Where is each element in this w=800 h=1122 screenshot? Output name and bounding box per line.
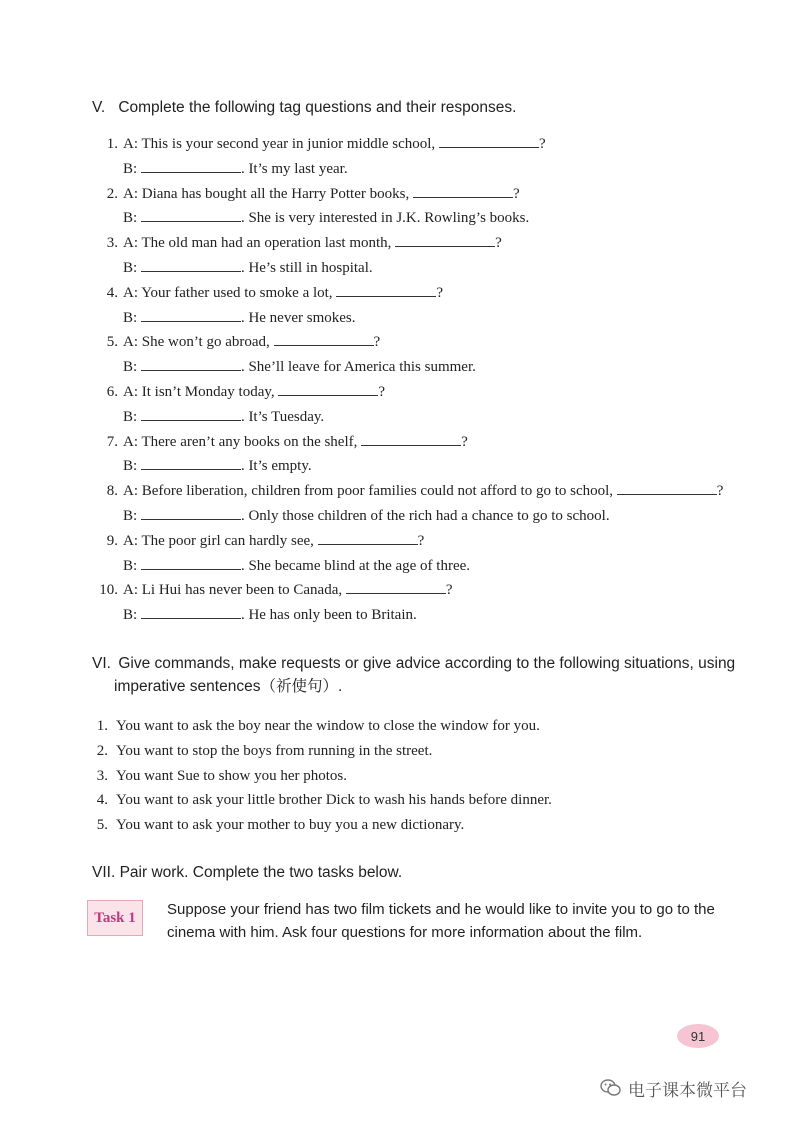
question-mark: ?	[378, 384, 386, 400]
question-a-text: A: This is your second year in junior middle school,	[123, 136, 436, 152]
situation-text: You want Sue to show you her photos.	[116, 767, 347, 784]
response-label: B:	[123, 607, 138, 624]
question-mark: ?	[538, 136, 546, 152]
section-vii-title: Pair work. Complete the two tasks below.	[119, 864, 403, 881]
section-v-title: Complete the following tag questions and their responses.	[118, 99, 517, 116]
section-v-heading	[92, 96, 516, 119]
question-b-line	[123, 605, 417, 625]
situation-text: You want to ask your mother to buy you a new dictionary.	[116, 817, 465, 834]
response-blank[interactable]	[141, 407, 241, 421]
question-mark: ?	[716, 483, 724, 500]
response-label: B:	[123, 260, 138, 276]
answer-blank[interactable]	[318, 531, 418, 545]
question-number: 6.	[106, 384, 118, 400]
response-label: B:	[123, 160, 138, 177]
section-vi-number: VI.	[92, 655, 111, 672]
question-a-text: A: Your father used to smoke a lot,	[123, 284, 333, 301]
answer-blank[interactable]	[361, 432, 461, 446]
question-b-line	[123, 357, 476, 377]
answer-blank[interactable]	[274, 332, 374, 346]
question-b-line	[123, 208, 529, 228]
question-mark: ?	[495, 235, 502, 252]
situation-number: 3.	[96, 767, 108, 784]
question-b-line	[123, 258, 373, 278]
situation-number: 1.	[96, 718, 108, 734]
question-mark: ?	[445, 582, 453, 599]
question-mark: ?	[373, 334, 381, 351]
response-text: . He never smokes.	[240, 309, 356, 326]
question-a-line	[123, 332, 380, 352]
response-text: . Only those children of the rich had a chance to go to school.	[240, 508, 610, 524]
task-1-label: Task 1	[87, 900, 143, 936]
question-a-line	[123, 134, 546, 154]
question-number: 9.	[106, 532, 118, 549]
section-vi-title-line1: Give commands, make requests or give advice according to the following situations, using	[118, 655, 736, 672]
response-text: . It’s Tuesday.	[240, 408, 325, 425]
page-number-badge: 91	[677, 1024, 719, 1048]
question-a-line	[123, 233, 502, 253]
response-blank[interactable]	[141, 159, 241, 173]
response-text: . She’ll leave for America this summer.	[240, 359, 476, 376]
answer-blank[interactable]	[336, 283, 436, 297]
section-vi-title-line2: imperative sentences（祈使句）.	[114, 678, 343, 695]
question-a-text: A: She won’t go abroad,	[123, 334, 270, 351]
response-text: . He’s still in hospital.	[240, 260, 373, 276]
question-a-line	[123, 580, 453, 600]
question-a-line	[123, 432, 468, 452]
question-number: 8.	[106, 483, 118, 500]
question-a-line	[123, 283, 443, 303]
situation-text: You want to ask your little brother Dick to wash his hands before dinner.	[116, 792, 552, 809]
question-mark: ?	[461, 433, 468, 450]
section-vi-heading	[92, 652, 735, 698]
situation-number: 4.	[96, 792, 108, 809]
situation-number: 5.	[96, 817, 108, 834]
response-label: B:	[123, 309, 138, 326]
situation-number: 2.	[96, 742, 108, 759]
question-a-text: A: The poor girl can hardly see,	[123, 532, 314, 549]
question-number: 7.	[106, 433, 118, 450]
question-a-line	[123, 481, 723, 501]
section-vii-number: VII.	[92, 864, 116, 881]
task-1-text: Suppose your friend has two film tickets and he would like to invite you to go to the cinema with him. Ask four questions for more information about the film.	[167, 901, 715, 941]
response-blank[interactable]	[141, 357, 241, 371]
question-a-line	[123, 184, 520, 204]
section-vii-heading	[92, 861, 402, 884]
answer-blank[interactable]	[413, 184, 513, 198]
question-a-text: A: Diana has bought all the Harry Potter books,	[123, 185, 410, 202]
response-blank[interactable]	[141, 556, 241, 570]
question-a-line	[123, 531, 424, 551]
question-a-text: A: It isn’t Monday today,	[123, 384, 275, 400]
response-label: B:	[123, 408, 138, 425]
response-text: . She became blind at the age of three.	[240, 557, 471, 574]
response-blank[interactable]	[141, 258, 241, 272]
question-mark: ?	[436, 284, 443, 301]
question-number: 1.	[106, 136, 118, 152]
response-text: . It’s my last year.	[240, 160, 348, 177]
question-a-line	[123, 382, 385, 402]
response-label: B:	[123, 210, 138, 227]
response-label: B:	[123, 557, 138, 574]
question-number: 4.	[106, 284, 118, 301]
response-text: . It’s empty.	[240, 458, 312, 475]
question-number: 2.	[106, 185, 118, 202]
watermark	[600, 1074, 747, 1102]
response-blank[interactable]	[141, 456, 241, 470]
question-a-text: A: There aren’t any books on the shelf,	[123, 433, 358, 450]
question-b-line	[123, 556, 470, 576]
response-text: . He has only been to Britain.	[240, 607, 417, 624]
response-text: . She is very interested in J.K. Rowling’s books.	[240, 210, 530, 227]
question-b-line	[123, 506, 610, 526]
response-label: B:	[123, 508, 138, 524]
answer-blank[interactable]	[346, 580, 446, 594]
question-a-text: A: Before liberation, children from poor families could not afford to go to school,	[123, 483, 614, 500]
situation-text: You want to stop the boys from running in the street.	[116, 742, 433, 759]
answer-blank[interactable]	[439, 134, 539, 148]
question-a-text: A: The old man had an operation last month,	[123, 235, 392, 252]
wechat-icon	[600, 1078, 622, 1098]
question-b-line	[123, 407, 324, 427]
response-blank[interactable]	[141, 506, 241, 520]
question-mark: ?	[417, 532, 425, 549]
question-b-line	[123, 456, 312, 476]
answer-blank[interactable]	[278, 382, 378, 396]
watermark-text: 电子课本微平台	[628, 1080, 747, 1101]
question-mark: ?	[512, 185, 520, 202]
question-b-line	[123, 308, 356, 328]
response-blank[interactable]	[141, 208, 241, 222]
response-blank[interactable]	[141, 605, 241, 619]
question-b-line	[123, 159, 348, 179]
question-number: 5.	[106, 334, 118, 351]
answer-blank[interactable]	[395, 233, 495, 247]
question-number: 3.	[106, 235, 118, 252]
question-a-text: A: Li Hui has never been to Canada,	[123, 582, 343, 599]
response-label: B:	[123, 359, 138, 376]
section-v-number: V.	[92, 99, 106, 116]
answer-blank[interactable]	[617, 481, 717, 495]
response-blank[interactable]	[141, 308, 241, 322]
response-label: B:	[123, 458, 138, 475]
question-number: 10.	[99, 582, 118, 599]
situation-text: You want to ask the boy near the window to close the window for you.	[116, 718, 540, 734]
